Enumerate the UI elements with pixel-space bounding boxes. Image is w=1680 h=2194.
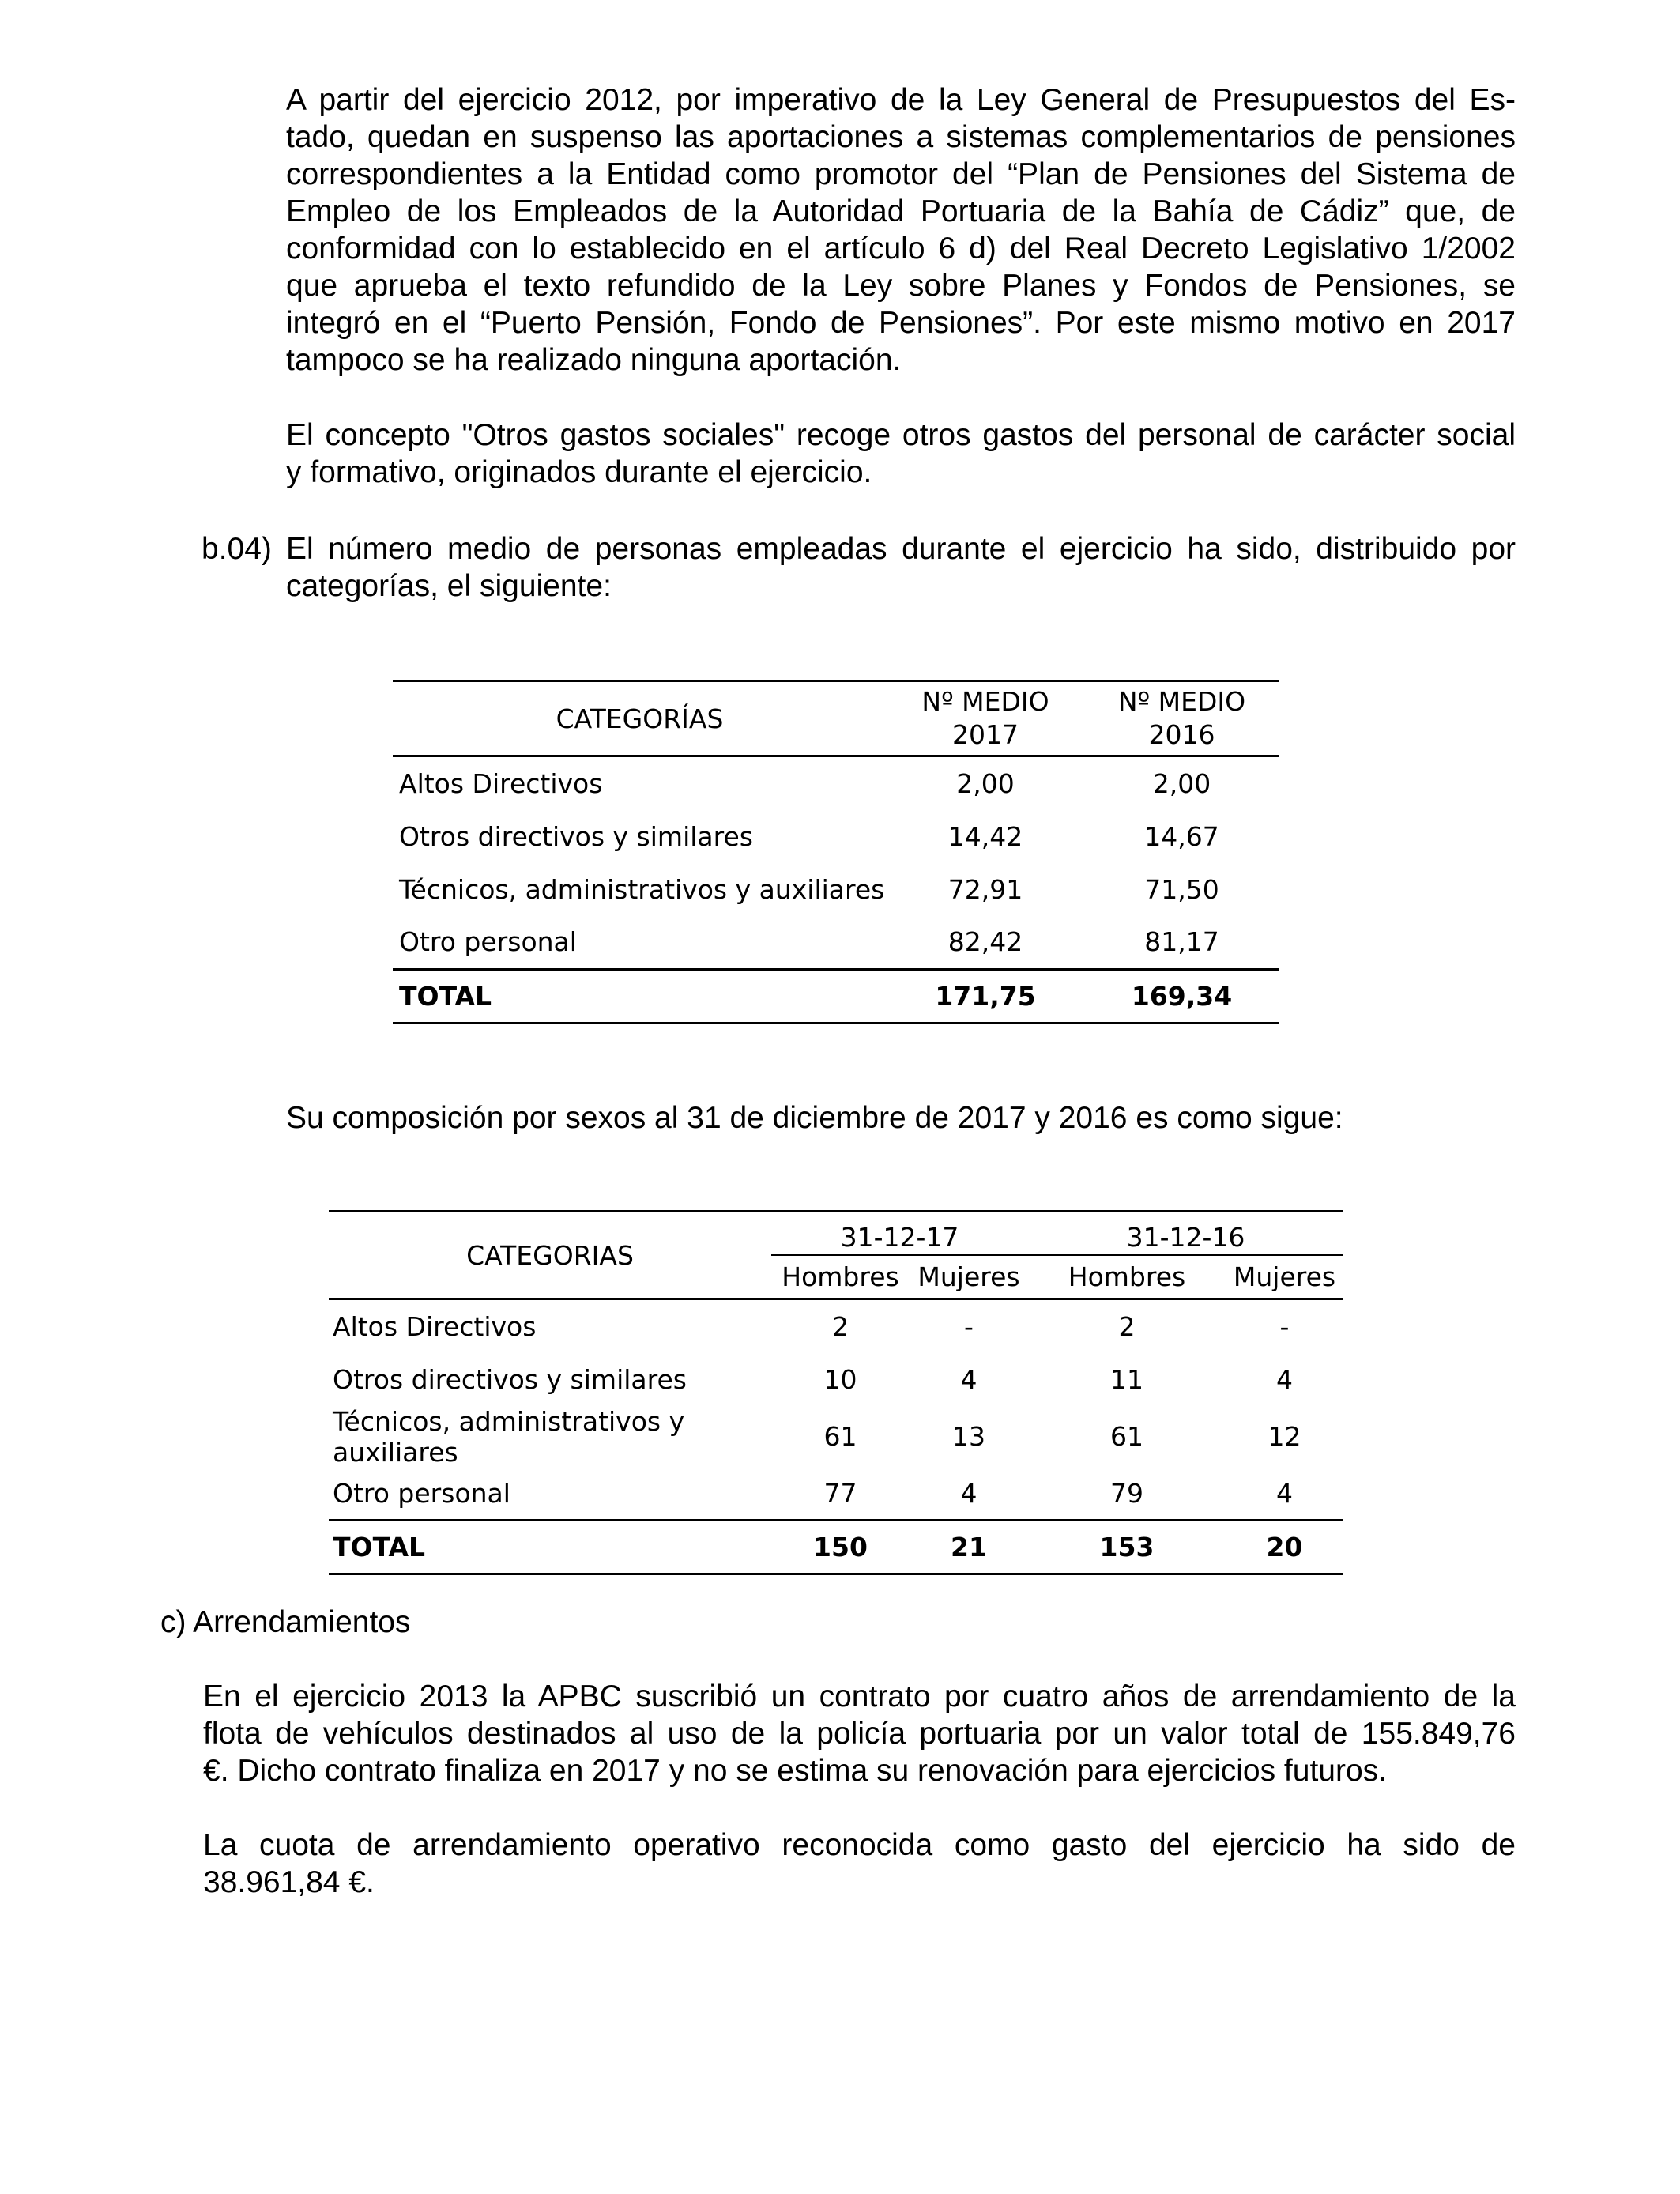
header-line: 2017 [952,719,1019,750]
value-cell: 79 [1110,1477,1143,1509]
total-value: 150 [813,1532,868,1563]
section-label-b04: b.04) [202,532,272,566]
category-cell: Otro personal [333,1477,510,1509]
category-cell: Técnicos, administrativos y auxiliares [333,1405,685,1468]
text-line: Empleo de los Empleados de la Autoridad Portuaria de la Bahía de Cádiz” que, de [286,194,1516,228]
total-label: TOTAL [399,981,492,1012]
value-cell: 61 [823,1421,857,1452]
value-cell: 77 [823,1477,857,1509]
header-line: 2016 [1148,719,1215,750]
header-line: Nº MEDIO [921,686,1049,717]
text-line: correspondientes a la Entidad como promotor del “Plan de Pensiones del Sistema de [286,157,1516,191]
table-row [393,810,1279,863]
value-cell: 82,42 [947,926,1023,958]
text-line: El concepto "Otros gastos sociales" recoge otros gastos del personal de carácter social [286,418,1516,452]
category-cell: Altos Directivos [399,767,603,799]
employees-paragraph [286,530,1516,605]
text-line: A partir del ejercicio 2012, por imperativo de la Ley General de Presupuestos del Es- [286,83,1516,117]
column-header-men: Hombres [782,1261,899,1292]
column-header-men: Hombres [1068,1261,1186,1292]
value-cell: 14,42 [947,820,1023,852]
total-value: 20 [1266,1532,1303,1563]
category-cell: Otros directivos y similares [399,820,753,852]
text-line: 38.961,84 €. [203,1865,375,1899]
category-cell: Otros directivos y similares [333,1363,687,1395]
table-row [393,756,1279,810]
text-line: y formativo, originados durante el ejercicio. [286,455,872,489]
section-heading-leases: c) Arrendamientos [160,1605,411,1639]
table-row [329,1353,1343,1406]
table-row [393,863,1279,916]
gender-intro-text: Su composición por sexos al 31 de diciembre de 2017 y 2016 es como sigue: [286,1101,1343,1135]
value-cell: - [964,1310,974,1342]
gender-composition-table [329,1210,1343,1575]
column-header-category: CATEGORÍAS [556,703,724,734]
pension-paragraph [286,81,1516,379]
column-header-category: CATEGORIAS [329,1212,771,1299]
text-line: flota de vehículos destinados al uso de la policía portuaria por un valor total de 155.849,76 [203,1717,1516,1751]
total-value: 171,75 [935,981,1036,1012]
table-header-row [329,1212,1343,1255]
total-value: 21 [951,1532,987,1563]
table-row [329,1299,1343,1353]
text-line: tado, quedan en suspenso las aportaciones a sistemas complementarios de pensiones [286,120,1516,154]
value-cell: 2 [1118,1310,1136,1342]
value-cell: 4 [960,1363,977,1395]
value-cell: 13 [952,1421,985,1452]
column-header-date-2017: 31-12-17 [771,1212,1028,1255]
lease-contract-paragraph [203,1678,1516,1789]
text-line: integró en el “Puerto Pensión, Fondo de Pensiones”. Por este mismo motivo en 2017 [286,306,1516,340]
value-cell: 12 [1268,1421,1301,1452]
value-cell: 14,67 [1144,820,1219,852]
value-cell: 61 [1110,1421,1143,1452]
value-cell: 2,00 [1152,767,1211,799]
value-cell: 72,91 [947,873,1023,905]
total-row [393,970,1279,1023]
column-header-2016 [1084,681,1279,756]
value-cell: 2,00 [956,767,1015,799]
value-cell: 71,50 [1144,873,1219,905]
value-cell: 2 [832,1310,849,1342]
column-header-2017 [887,681,1084,756]
column-header-date-2016: 31-12-16 [1028,1212,1343,1255]
text-line: conformidad con lo establecido en el artículo 6 d) del Real Decreto Legislativo 1/2002 [286,232,1516,266]
text-line: El número medio de personas empleadas durante el ejercicio ha sido, distribuido por [286,532,1516,566]
category-cell: Técnicos, administrativos y auxiliares [399,873,885,905]
text-line: que aprueba el texto refundido de la Ley sobre Planes y Fondos de Pensiones, se [286,269,1516,303]
text-line: €. Dicho contrato finaliza en 2017 y no se estima su renovación para ejercicios futuros. [203,1754,1387,1788]
header-line: Nº MEDIO [1117,686,1246,717]
column-header-women: Mujeres [1233,1261,1336,1292]
value-cell: 11 [1110,1363,1143,1395]
text-line: En el ejercicio 2013 la APBC suscribió un contrato por cuatro años de arrendamiento de la [203,1679,1516,1713]
value-cell: 4 [960,1477,977,1509]
category-cell: Altos Directivos [333,1310,537,1342]
table-header-row [393,681,1279,756]
category-cell: Otro personal [399,926,577,958]
value-cell: - [1279,1310,1290,1342]
social-expenses-paragraph [286,417,1516,491]
total-row [329,1521,1343,1574]
value-cell: 4 [1276,1477,1293,1509]
text-line: La cuota de arrendamiento operativo reconocida como gasto del ejercicio ha sido de [203,1828,1516,1862]
value-cell: 10 [823,1363,857,1395]
table-row [329,1468,1343,1521]
total-label: TOTAL [333,1532,426,1563]
lease-expense-paragraph [203,1826,1516,1901]
value-cell: 4 [1276,1363,1293,1395]
value-cell: 81,17 [1144,926,1219,958]
table-row [393,916,1279,970]
column-header-women: Mujeres [917,1261,1020,1292]
text-line: tampoco se ha realizado ninguna aportación. [286,343,902,377]
table-row [329,1406,1343,1468]
total-value: 153 [1099,1532,1155,1563]
average-employees-table [393,680,1279,1024]
total-value: 169,34 [1131,981,1233,1012]
text-line: categorías, el siguiente: [286,569,612,603]
